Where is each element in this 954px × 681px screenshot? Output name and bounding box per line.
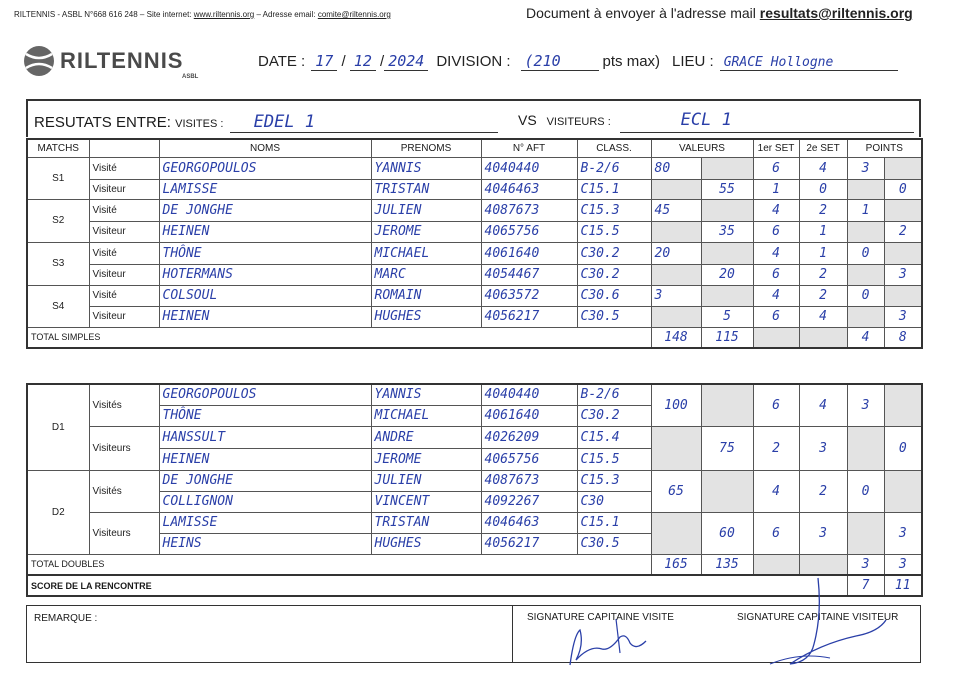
role-label: Visité xyxy=(89,157,159,179)
visiteurs-team[interactable]: ECL 1 xyxy=(680,110,732,130)
tennis-ball-icon xyxy=(22,44,56,78)
col-points: POINTS xyxy=(847,139,922,157)
total-doubles-value-away[interactable]: 135 xyxy=(701,554,753,575)
player-class[interactable]: B-2/6 xyxy=(577,384,651,405)
col-valeurs: VALEURS xyxy=(651,139,753,157)
date-month[interactable]: 12 xyxy=(350,52,376,71)
visiteurs-underline xyxy=(620,132,914,133)
player-name[interactable]: GEORGOPOULOS xyxy=(159,157,371,179)
player-class[interactable]: C15.3 xyxy=(577,470,651,491)
visites-team[interactable]: EDEL 1 xyxy=(253,112,316,132)
player-aft[interactable]: 4056217 xyxy=(481,306,577,327)
value-away[interactable]: 20 xyxy=(701,264,753,285)
match-label: D2 xyxy=(27,470,89,554)
player-name[interactable]: HEINEN xyxy=(159,221,371,242)
value-home[interactable]: 20 xyxy=(651,242,701,264)
set2-score[interactable]: 1 xyxy=(799,242,847,264)
division-suffix: pts max) xyxy=(602,53,661,70)
points-home[interactable]: 0 xyxy=(847,470,884,512)
points-away[interactable]: 0 xyxy=(884,179,922,199)
col-set1: 1er SET xyxy=(753,139,799,157)
table-row xyxy=(27,179,922,199)
player-class[interactable]: C15.1 xyxy=(577,179,651,199)
player-firstname[interactable]: ANDRE xyxy=(371,426,481,448)
remarque-label: REMARQUE : xyxy=(34,613,98,624)
player-name[interactable]: DE JONGHE xyxy=(159,199,371,221)
score-away[interactable]: 11 xyxy=(884,575,922,596)
score-home[interactable]: 7 xyxy=(847,575,884,596)
signature-visite-label: SIGNATURE CAPITAINE VISITE xyxy=(527,612,674,623)
player-firstname[interactable]: TRISTAN xyxy=(371,512,481,533)
total-simples-value-away[interactable]: 115 xyxy=(701,327,753,348)
player-aft[interactable]: 4046463 xyxy=(481,512,577,533)
riltennis-logo xyxy=(22,44,199,80)
table-row xyxy=(27,264,922,285)
set1-score[interactable]: 6 xyxy=(753,221,799,242)
player-aft[interactable]: 4056217 xyxy=(481,533,577,554)
player-firstname[interactable]: HUGHES xyxy=(371,533,481,554)
results-label: RESUTATS ENTRE: xyxy=(34,114,171,131)
player-firstname[interactable]: HUGHES xyxy=(371,306,481,327)
player-aft[interactable]: 4040440 xyxy=(481,384,577,405)
logo-asbl: ASBL xyxy=(182,74,199,80)
role-label: Visités xyxy=(89,470,159,512)
table-row xyxy=(27,157,922,179)
doubles-table xyxy=(26,383,923,597)
set2-score[interactable]: 2 xyxy=(799,199,847,221)
player-class[interactable]: C15.4 xyxy=(577,426,651,448)
lieu-label: LIEU : xyxy=(672,53,714,70)
send-instruction-text: Document à envoyer à l'adresse mail xyxy=(526,5,760,21)
player-name[interactable]: HEINEN xyxy=(159,448,371,470)
player-aft[interactable]: 4040440 xyxy=(481,157,577,179)
player-class[interactable]: C30.5 xyxy=(577,306,651,327)
player-firstname[interactable]: JULIEN xyxy=(371,199,481,221)
player-aft[interactable]: 4092267 xyxy=(481,491,577,512)
set2-score[interactable]: 2 xyxy=(799,264,847,285)
player-class[interactable]: C15.5 xyxy=(577,221,651,242)
points-home[interactable]: 1 xyxy=(847,199,884,221)
total-doubles-label: TOTAL DOUBLES xyxy=(27,554,651,575)
table-row xyxy=(27,306,922,327)
date-day[interactable]: 17 xyxy=(311,52,337,71)
player-class[interactable]: C30.2 xyxy=(577,242,651,264)
signature-visiteur-label: SIGNATURE CAPITAINE VISITEUR xyxy=(737,612,899,623)
player-class[interactable]: B-2/6 xyxy=(577,157,651,179)
player-aft[interactable]: 4065756 xyxy=(481,448,577,470)
player-firstname[interactable]: YANNIS xyxy=(371,384,481,405)
vs-section xyxy=(518,110,732,130)
player-name[interactable]: THÔNE xyxy=(159,242,371,264)
player-name[interactable]: HANSSULT xyxy=(159,426,371,448)
col-noms: NOMS xyxy=(159,139,371,157)
total-doubles-points-home[interactable]: 3 xyxy=(847,554,884,575)
org-email-label: – Adresse email: xyxy=(254,10,318,19)
set2-score[interactable]: 3 xyxy=(799,426,847,470)
set1-score[interactable]: 1 xyxy=(753,179,799,199)
value-away[interactable]: 5 xyxy=(701,306,753,327)
value-away[interactable]: 35 xyxy=(701,221,753,242)
player-class[interactable]: C15.5 xyxy=(577,448,651,470)
set1-score[interactable]: 4 xyxy=(753,470,799,512)
value-home[interactable]: 80 xyxy=(651,157,701,179)
set2-score[interactable]: 4 xyxy=(799,384,847,426)
total-simples-points-home[interactable]: 4 xyxy=(847,327,884,348)
player-name[interactable]: COLLIGNON xyxy=(159,491,371,512)
table-row xyxy=(27,470,922,491)
points-away[interactable]: 3 xyxy=(884,306,922,327)
role-label: Visité xyxy=(89,199,159,221)
table-row xyxy=(27,242,922,264)
set2-score[interactable]: 0 xyxy=(799,179,847,199)
player-aft[interactable]: 4087673 xyxy=(481,470,577,491)
division-label: DIVISION : xyxy=(436,53,511,70)
set1-score[interactable]: 4 xyxy=(753,285,799,306)
match-label: S1 xyxy=(27,157,89,199)
org-email-link[interactable]: comite@riltennis.org xyxy=(317,10,391,19)
lieu-value[interactable]: GRACE Hollogne xyxy=(720,55,898,71)
points-away[interactable]: 0 xyxy=(884,426,922,470)
total-doubles-points-away[interactable]: 3 xyxy=(884,554,922,575)
player-firstname[interactable]: JEROME xyxy=(371,448,481,470)
player-class[interactable]: C30.6 xyxy=(577,285,651,306)
player-aft[interactable]: 4054467 xyxy=(481,264,577,285)
total-simples-points-away[interactable]: 8 xyxy=(884,327,922,348)
total-simples-value-home[interactable]: 148 xyxy=(651,327,701,348)
points-home[interactable]: 3 xyxy=(847,384,884,426)
player-aft[interactable]: 4087673 xyxy=(481,199,577,221)
player-class[interactable]: C30.2 xyxy=(577,264,651,285)
table-row xyxy=(27,199,922,221)
set2-score[interactable]: 3 xyxy=(799,512,847,554)
set2-score[interactable]: 1 xyxy=(799,221,847,242)
player-name[interactable]: HOTERMANS xyxy=(159,264,371,285)
results-title xyxy=(34,112,315,132)
player-firstname[interactable]: MICHAEL xyxy=(371,242,481,264)
total-simples-label: TOTAL SIMPLES xyxy=(27,327,651,348)
player-firstname[interactable]: MICHAEL xyxy=(371,405,481,426)
value-away[interactable]: 60 xyxy=(701,512,753,554)
set1-score[interactable]: 6 xyxy=(753,157,799,179)
player-firstname[interactable]: JEROME xyxy=(371,221,481,242)
role-label: Visiteur xyxy=(89,179,159,199)
player-name[interactable]: COLSOUL xyxy=(159,285,371,306)
date-year[interactable]: 2024 xyxy=(384,52,428,71)
player-class[interactable]: C30.2 xyxy=(577,405,651,426)
table-row xyxy=(27,426,922,448)
results-email[interactable]: resultats@riltennis.org xyxy=(759,5,913,21)
set2-score[interactable]: 4 xyxy=(799,306,847,327)
player-class[interactable]: C15.3 xyxy=(577,199,651,221)
role-label: Visiteurs xyxy=(89,426,159,470)
division-value[interactable]: (210 xyxy=(524,52,561,70)
set1-score[interactable]: 4 xyxy=(753,242,799,264)
set1-score[interactable]: 6 xyxy=(753,264,799,285)
role-label: Visités xyxy=(89,384,159,426)
player-firstname[interactable]: VINCENT xyxy=(371,491,481,512)
signature-visite xyxy=(550,615,670,675)
total-simples-row xyxy=(27,327,922,348)
visiteurs-label: VISITEURS : xyxy=(546,116,611,128)
col-aft: N° AFT xyxy=(481,139,577,157)
table-row xyxy=(27,285,922,306)
visites-underline xyxy=(230,132,498,133)
table-row xyxy=(27,512,922,533)
value-home[interactable]: 100 xyxy=(651,384,701,426)
signature-visiteur xyxy=(760,574,900,670)
set2-score[interactable]: 4 xyxy=(799,157,847,179)
player-class[interactable]: C30 xyxy=(577,491,651,512)
role-label: Visité xyxy=(89,242,159,264)
role-label: Visiteur xyxy=(89,306,159,327)
role-label: Visiteur xyxy=(89,264,159,285)
website-link[interactable]: www.riltennis.org xyxy=(193,10,255,19)
points-away[interactable]: 2 xyxy=(884,221,922,242)
player-aft[interactable]: 4065756 xyxy=(481,221,577,242)
value-away[interactable]: 55 xyxy=(701,179,753,199)
col-matchs: MATCHS xyxy=(27,139,89,157)
table-row xyxy=(27,221,922,242)
player-name[interactable]: THÔNE xyxy=(159,405,371,426)
player-name[interactable]: DE JONGHE xyxy=(159,470,371,491)
player-name[interactable]: HEINEN xyxy=(159,306,371,327)
value-home[interactable]: 3 xyxy=(651,285,701,306)
total-doubles-value-home[interactable]: 165 xyxy=(651,554,701,575)
header-fields: DATE : 17 / 12 / 2024 DIVISION : (210 pts max) LIEU : GRACE Hollogne xyxy=(258,52,898,71)
player-aft[interactable]: 4063572 xyxy=(481,285,577,306)
logo-wordmark: RILTENNIS xyxy=(60,48,184,73)
player-aft[interactable]: 4026209 xyxy=(481,426,577,448)
set1-score[interactable]: 6 xyxy=(753,384,799,426)
set2-score[interactable]: 2 xyxy=(799,285,847,306)
org-info-text: RILTENNIS - ASBL N°668 616 248 – Site internet: xyxy=(14,10,194,19)
singles-table xyxy=(26,138,923,349)
role-label: Visité xyxy=(89,285,159,306)
date-label: DATE : xyxy=(258,53,306,70)
singles-header-row xyxy=(27,139,922,157)
player-firstname[interactable]: MARC xyxy=(371,264,481,285)
player-name[interactable]: HEINS xyxy=(159,533,371,554)
player-firstname[interactable]: TRISTAN xyxy=(371,179,481,199)
player-name[interactable]: LAMISSE xyxy=(159,179,371,199)
player-firstname[interactable]: JULIEN xyxy=(371,470,481,491)
points-home[interactable]: 3 xyxy=(847,157,884,179)
visites-label: VISITES : xyxy=(175,118,224,130)
player-aft[interactable]: 4061640 xyxy=(481,242,577,264)
set1-score[interactable]: 4 xyxy=(753,199,799,221)
player-class[interactable]: C30.5 xyxy=(577,533,651,554)
org-info-line xyxy=(14,10,391,19)
match-label: S2 xyxy=(27,199,89,242)
role-label: Visiteurs xyxy=(89,512,159,554)
score-label: SCORE DE LA RENCONTRE xyxy=(27,575,847,596)
player-name[interactable]: LAMISSE xyxy=(159,512,371,533)
send-instruction xyxy=(526,5,913,21)
col-set2: 2e SET xyxy=(799,139,847,157)
col-prenoms: PRENOMS xyxy=(371,139,481,157)
set1-score[interactable]: 2 xyxy=(753,426,799,470)
player-name[interactable]: GEORGOPOULOS xyxy=(159,384,371,405)
table-row xyxy=(27,384,922,405)
points-away[interactable]: 3 xyxy=(884,512,922,554)
set1-score[interactable]: 6 xyxy=(753,512,799,554)
value-away[interactable]: 75 xyxy=(701,426,753,470)
role-label: Visiteur xyxy=(89,221,159,242)
col-class: CLASS. xyxy=(577,139,651,157)
vs-label: VS xyxy=(518,112,537,128)
match-label: S4 xyxy=(27,285,89,327)
set1-score[interactable]: 6 xyxy=(753,306,799,327)
points-home[interactable]: 0 xyxy=(847,242,884,264)
points-away[interactable]: 3 xyxy=(884,264,922,285)
value-home[interactable]: 45 xyxy=(651,199,701,221)
set2-score[interactable]: 2 xyxy=(799,470,847,512)
player-firstname[interactable]: YANNIS xyxy=(371,157,481,179)
match-label: D1 xyxy=(27,384,89,470)
total-doubles-row xyxy=(27,554,922,575)
player-class[interactable]: C15.1 xyxy=(577,512,651,533)
player-firstname[interactable]: ROMAIN xyxy=(371,285,481,306)
player-aft[interactable]: 4046463 xyxy=(481,179,577,199)
points-home[interactable]: 0 xyxy=(847,285,884,306)
value-home[interactable]: 65 xyxy=(651,470,701,512)
match-label: S3 xyxy=(27,242,89,285)
player-aft[interactable]: 4061640 xyxy=(481,405,577,426)
